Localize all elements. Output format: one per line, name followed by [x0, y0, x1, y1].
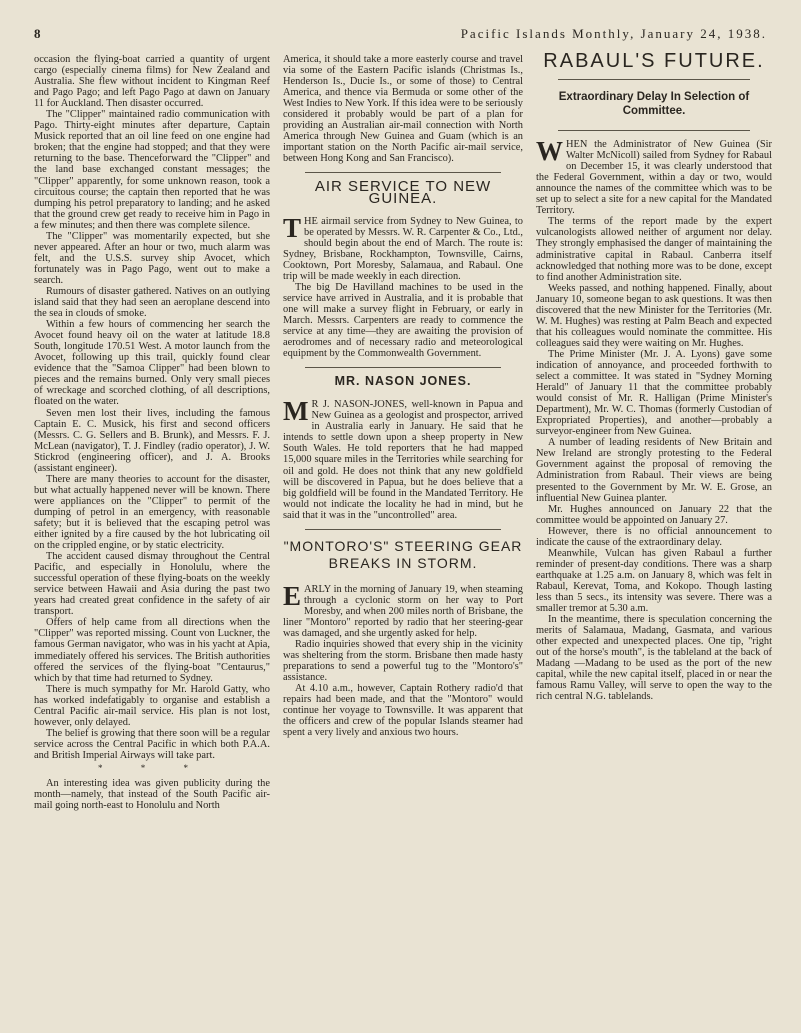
paragraph: Weeks passed, and nothing happened. Finally, about January 10, someone began to ask questions. It was then discovered that the new Minister for the Territories (Mr. W. M. Hughes) was resting at Palm Beach and expected that his colleagues would nominate the committee. His colleagues said they were waiting on Mr. Hughes.: [536, 282, 772, 349]
page-number: 8: [34, 26, 43, 41]
page-header: [34, 26, 767, 46]
column-1: [34, 54, 270, 811]
column-3: [536, 50, 772, 703]
paragraph: WHEN the Administrator of New Guinea (Sir Walter McNicoll) sailed from Sydney for Rabaul on December 15, it was clearly understood that the Federal Government, within a day or two, would announce the names of the committee which was to be set up to select a site for a new capital for the Mandated Territory.: [536, 136, 772, 217]
paragraph: Mr. Hughes announced on January 22 that the committee would be appointed on January 27.: [536, 503, 772, 526]
article-headline-nason-jones: MR. NASON JONES.: [334, 374, 472, 389]
paragraph: The accident caused dismay throughout the Central Pacific, and especially in Honolulu, where the successful operation of these flying-boats on the weekly service between Hawaii and Asia during the past two years had created great confidence in the safety of air transport.: [34, 551, 270, 618]
paragraph: Meanwhile, Vulcan has given Rabaul a further reminder of present-day conditions. There was a sharp earthquake at 1.25 a.m. on January 8, which was felt in Rabaul, Kerevat, Toma, and Kokopo. Though lasting less than 5 secs., its intensity was severe. There was a smaller tremor at 5.30 a.m.: [536, 547, 772, 615]
divider: [305, 367, 501, 368]
article-headline-air-service: AIR SERVICE TO NEW GUINEA.: [314, 178, 492, 207]
paragraph: THE airmail service from Sydney to New Guinea, to be operated by Messrs. W. R. Carpenter & Co., Ltd., should begin about the end of March. The route is: Sydney, Brisbane, Rockhampton, Townsville, Cairns, Cooktown, Port Moresby, Salamaua, and Rabaul. One trip will be made weekly in each direction.: [283, 212, 523, 282]
paragraph: The "Clipper" maintained radio communication with Pago. Thirty-eight minutes after departure, Captain Musick reported that an oil line feed on one engine had broken; that the engine had stopped; and that they were returning to the base. Thenceforward the "Clipper" and the land base exchanged constant messages; the "Clipper" apparently, for some unknown reason, took a circuitous course; the captain then reported that he was dumping his petrol preparatory to landing; and he asked that the ground crew get ready to receive him in Pago in a few minutes; and then there was complete silence.: [34, 109, 270, 231]
divider: [305, 172, 501, 173]
article-headline-rabaul: RABAUL'S FUTURE.: [543, 50, 765, 72]
paragraph: Offers of help came from all directions when the "Clipper" was reported missing. Count von Luckner, the famous German navigator, who was in his yacht at Apia, immediately offered his services. The British authorities offered the services of the flying-boat "Centaurus," which by that time had returned to Sydney.: [34, 617, 270, 684]
column-2: [283, 54, 523, 738]
article-subheadline: Extraordinary Delay In Selection of Committee.: [558, 91, 750, 118]
paragraph: occasion the flying-boat carried a quantity of urgent cargo (especially cinema films) for New Zealand and Australia. She flew without incident to Kingman Reef and Pago Pago; and left Pago Pago at dawn on January 11 for Auckland. Then disaster occurred.: [34, 54, 270, 110]
paragraph: The Prime Minister (Mr. J. A. Lyons) gave some indication of annoyance, and proceeded forthwith to select a committee. It was stated in "Sydney Morning Herald" of January 11 that the committee probably would consist of Mr. R. Halligan (Prime Minister's Department), Mr. W. C. Thomas (formerly Custodian of Expropriated Properties), and another—probably a surveyor-engineer from New Guinea.: [536, 348, 772, 438]
drop-cap: E: [283, 580, 302, 611]
paragraph: An interesting idea was given publicity during the month—namely, that instead of the South Pacific air-mail going north-east to Honolulu and North: [34, 778, 270, 812]
divider: [558, 130, 750, 131]
drop-cap: M: [283, 396, 309, 427]
drop-cap: T: [283, 212, 302, 243]
paragraph: Seven men lost their lives, including the famous Captain E. C. Musick, his first and second officers (Messrs. C. G. Sellers and B. Brunk), and Messrs. F. J. McLean (navigator), T. J. Findley (radio operator), J. W. Stickrod (engineering officer), and J. A. Brooks (assistant engineer).: [34, 407, 270, 474]
drop-cap: W: [536, 136, 563, 167]
paragraph: Radio inquiries showed that every ship in the vicinity was sheltering from the storm. Brisbane then made hasty preparations to send a powerful tug to the "Montoro's" assistance.: [283, 638, 523, 684]
paragraph: However, there is no official announcement to indicate the cause of the extraordinary delay.: [536, 525, 772, 548]
divider: [305, 529, 501, 530]
paragraph: The belief is growing that there soon will be a regular service across the Central Pacific in which both P.A.A. and British Imperial Airways will take part.: [34, 727, 270, 761]
paragraph: There are many theories to account for the disaster, but what actually happened never will be known. There were appliances on the "Clipper" to permit of the dumping of petrol in an emergency, with reasonable safety; but it is believed that the escaping petrol was either ignited by a fire caused by the hot lubricating oil on the crippled engine, or by static electricity.: [34, 473, 270, 552]
paragraph: America, it should take a more easterly course and travel via some of the Eastern Pacific islands (Christmas Is., Henderson Is., Ducie Is., or some of those) to Central America, and thence via Bermuda or some other of the West Indies to New York. If this idea were to be seriously considered it probably would be part of a plan for providing an Australian air-mail connection with North America through New Guinea and Guam (which is an important station on the North Pacific air-mail service, between Hong Kong and San Francisco).: [283, 54, 523, 165]
paragraph: At 4.10 a.m., however, Captain Rothery radio'd that repairs had been made, and that the "Montoro" would continue her voyage to Townsville. It was apparent that the officers and crew of the popular Islands steamer had spent a very lively and anxious two hours.: [283, 683, 523, 739]
paragraph: In the meantime, there is speculation concerning the merits of Salamaua, Madang, Gasmata, and various other expected and unexpected places. One tip, "right out of the horse's mouth", is the tableland at the back of Madang —Madang to be used as the port of the new capital, while the new capital itself, placed in or near the famous Ramu Valley, will serve to open the way to the rich central N.G. tablelands.: [536, 614, 772, 703]
paragraph: A number of leading residents of New Britain and New Ireland are strongly protesting to the Federal Government against the proposal of removing the Administration from Rabaul. Their views are being presented to the Government by Mr. W. E. Grose, an influential New Guinea planter.: [536, 437, 772, 504]
paragraph: M R J. NASON-JONES, well-known in Papua and New Guinea as a geologist and prospector, arrived in Australia early in January. He said that he intends to settle down upon a sheep property in New South Wales. He told reporters that he had mapped 15,000 square miles in the Territories while searching for oil and gold. He does not think that any new goldfield will be discovered in Papua, but he does believe that a big goldfield will be found in the Mandated Territory. He would not indicate the locality he had in mind, but he said that it was in the "uncontrolled" area.: [283, 396, 523, 521]
publication-title: Pacific Islands Monthly, January 24, 1938.: [460, 26, 767, 41]
article-headline-montoro: "MONTORO'S" STEERING GEAR BREAKS IN STORM.: [283, 537, 523, 571]
paragraph: The "Clipper" was momentarily expected, but she never appeared. After an hour or two, much alarm was felt, and the U.S.S. survey ship Avocet, which fortunately was in Pago Pago, went out to make a search.: [34, 230, 270, 286]
paragraph: The terms of the report made by the expert vulcanologists allowed neither of argument nor delay. They strongly emphasised the danger of maintaining the administrative capital in Rabaul. Canberra itself acknowledged that nothing more was to be done, except to find another Administration site.: [536, 216, 772, 283]
paragraph: The big De Havilland machines to be used in the service have arrived in Australia, and it is probable that one will make a survey flight in February, or early in March. Messrs. Carpenters are ready to commence the service at any time—they are awaiting the provision of aerodromes and of necessary radio and meteorological equipment by the Commonwealth Government.: [283, 281, 523, 360]
paragraph: There is much sympathy for Mr. Harold Gatty, who has worked indefatigably to organise and establish a Central Pacific air-mail service. His plan is not lost, however, only delayed.: [34, 683, 270, 728]
divider: [558, 79, 750, 80]
section-stars: * * *: [98, 763, 206, 773]
paragraph: EARLY in the morning of January 19, when steaming through a cyclonic storm on her way to Port Moresby, and when 200 miles north of Brisbane, the liner "Montoro" reported by radio that her steering-gear was damaged, and she urgently asked for help.: [283, 580, 523, 639]
paragraph: Rumours of disaster gathered. Natives on an outlying island said that they had seen an aeroplane descend into the sea in clouds of smoke.: [34, 285, 270, 320]
paragraph: Within a few hours of commencing her search the Avocet found heavy oil on the water at latitude 18.8 South, longitude 170.51 West. A motor launch from the Avocet, following up this trail, quickly found clear evidence that the "Samoa Clipper" had been blown to pieces and the remains burned. Only very small pieces of wreckage and scorched clothing, of all descriptions, floated on the water.: [34, 319, 270, 408]
